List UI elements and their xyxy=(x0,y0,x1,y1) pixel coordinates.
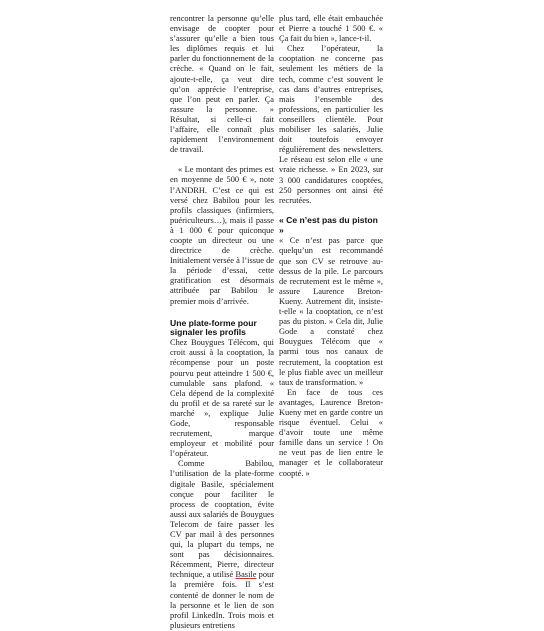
section-subheading: « Ce n’est pas du piston » xyxy=(279,214,378,235)
article-column-right xyxy=(279,14,383,479)
paragraph-text: pour la première fois. Il s’est contenté de donner le nom de la personne et le lien de son profil LinkedIn. Trois mois et plusieurs entretiens xyxy=(170,570,275,630)
paragraph: Chez Bouygues Télécom, qui croit aussi à la cooptation, la récompense pour un poste pourvu peut atteindre 1 500 €, cumulable sans plafond. « Cela dépend de la complexité du profil et de sa rareté sur le marché », explique Julie Gode, responsable recrutement, marque employeur et mobilité pour l’opérateur. xyxy=(170,338,274,459)
paragraph xyxy=(170,459,274,631)
article-column-left xyxy=(170,14,274,631)
paragraph: En face de tous ces avantages, Laurence Breton-Kueny met en garde contre un risque éventuel. Celui « d’avoir toute une même famille dans un service ! On ne veut pas de lien entre le manager et le collaborateur coopté. » xyxy=(279,387,383,478)
paragraph: plus tard, elle était embauchée et Pierre a touché 1 500 €. « Ça fait du bien », lance-t-il. xyxy=(279,14,383,44)
section-subheading: Une plate-forme pour signaler les profils xyxy=(170,317,257,338)
paragraph: « Ce n’est pas parce que quelqu’un est recommandé que son CV se retrouve au-dessus de la pile. Le parcours de recrutement est le même », assure Laurence Breton-Kueny. Autrement dit, insiste-t-elle « la cooptation, ce n’est pas du piston. » Cela dit, Julie Gode a constaté chez Bouygues Télécom que « parmi tous nos canaux de recrutement, la cooptation est le plus fiable avec un meilleur taux de transformation. » xyxy=(279,236,383,387)
paragraph: « Le montant des primes est en moyenne de 500 € », note l’ANDRH. C’est ce qui est versé chez Babilou pour les profils classiques (infirmiers, puériculteurs…), mais il passe à 1 000 € pour quiconque coopte un directeur ou une directrice de crèche. Initialement versée à l’issue de la période d’essai, cette gratification est désormais attribuée par Babilou le premier mois d’arrivée. xyxy=(170,165,274,306)
paragraph: Chez l’opérateur, la cooptation ne concerne pas seulement les métiers de la tech, comme c’est souvent le cas dans d’autres entreprises, mais l’ensemble des professions, en particulier les conseillers clientèle. Pour mobiliser les salariés, Julie doit toutefois envoyer régulièrement des newsletters. Le réseau est selon elle « une vraie richesse. » En 2023, sur 3 000 candidatures cooptées, 250 personnes ont ainsi été recrutées. xyxy=(279,44,383,205)
highlighted-word: Basile xyxy=(235,570,257,580)
paragraph: rencontrer la personne qu’elle envisage de coopter pour s’assurer qu’elle a bien tous les diplômes requis et lui parler du fonctionnement de la crèche. « Quand on le fait, ajoute-t-elle, ça veut dire qu’on apprécie l’entreprise, que l’on peut en parler. Ça rassure la personne. » Résultat, si celle-ci fait l’affaire, elle connaît plus rapidement l’environnement de travail. xyxy=(170,14,274,155)
paragraph-text: Comme Babilou, l’utilisation de la plate-forme digitale Basile, spécialement conçue pour faciliter le process de cooptation, évite aussi aux salariés de Bouygues Telecom de faire passer les CV par mail à des personnes qui, la plupart du temps, ne sont pas décisionnaires. Récemment, Pierre, directeur technique, a utilisé xyxy=(170,459,274,580)
